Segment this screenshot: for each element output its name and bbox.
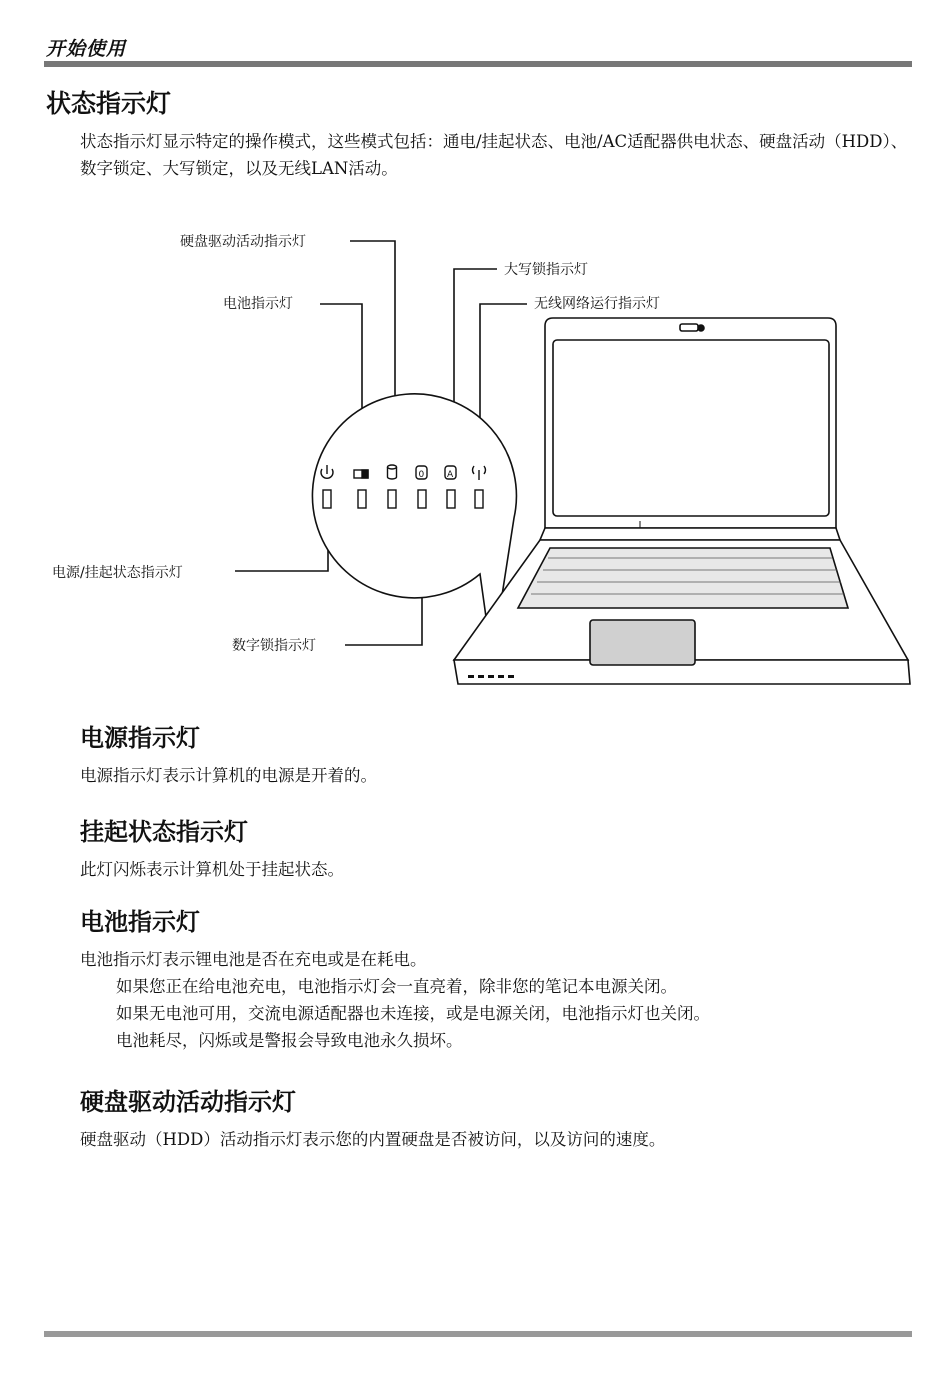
section-hdd-title: 硬盘驱动活动指示灯 — [80, 1088, 296, 1116]
laptop-illustration — [454, 318, 910, 684]
section-battery-title: 电池指示灯 — [80, 908, 200, 936]
list-item: 电池耗尽，闪烁或是警报会导致电池永久损坏。 — [116, 1031, 463, 1050]
section-battery — [80, 906, 920, 1054]
lamp-numlock — [418, 490, 426, 508]
keyboard-area — [518, 548, 848, 608]
section-suspend — [80, 816, 920, 883]
intro-paragraph: 状态指示灯显示特定的操作模式，这些模式包括：通电/挂起状态、电池/AC适配器供电状态、硬盘活动（HDD）、数字锁定、大写锁定，以及无线LAN活动。 — [80, 132, 908, 178]
lamp-wireless — [475, 490, 483, 508]
list-item: 如果您正在给电池充电，电池指示灯会一直亮着，除非您的笔记本电源关闭。 — [116, 977, 677, 996]
label-numlock: 数字锁指示灯 — [232, 638, 316, 654]
running-header-title: 开始使用 — [46, 38, 127, 60]
section-suspend-body: 此灯闪烁表示计算机处于挂起状态。 — [80, 860, 344, 879]
section-hdd-body: 硬盘驱动（HDD）活动指示灯表示您的内置硬盘是否被访问，以及访问的速度。 — [80, 1130, 666, 1149]
lamp-battery — [358, 490, 366, 508]
lamp-power — [323, 490, 331, 508]
lamp-hdd — [388, 490, 396, 508]
label-caps: 大写锁指示灯 — [504, 262, 588, 278]
label-hdd: 硬盘驱动活动指示灯 — [180, 234, 306, 250]
section-power-body: 电源指示灯表示计算机的电源是开着的。 — [80, 766, 377, 785]
header-rule — [44, 61, 912, 67]
label-battery: 电池指示灯 — [223, 296, 293, 312]
svg-text:A: A — [447, 470, 454, 480]
label-power: 电源/挂起状态指示灯 — [52, 565, 183, 581]
status-indicator-figure — [40, 218, 920, 698]
footer-rule — [44, 1331, 912, 1337]
label-wireless: 无线网络运行指示灯 — [534, 296, 660, 312]
touchpad — [590, 620, 695, 665]
laptop-hinge — [540, 528, 840, 540]
section-power — [80, 722, 920, 789]
section-battery-body: 电池指示灯表示锂电池是否在充电或是在耗电。 — [80, 950, 427, 969]
webcam — [698, 325, 704, 331]
laptop-screen — [553, 340, 829, 516]
battery-notes — [80, 973, 920, 1054]
section-suspend-title: 挂起状态指示灯 — [80, 818, 248, 846]
section-power-title: 电源指示灯 — [80, 724, 200, 752]
page-title: 状态指示灯 — [46, 89, 172, 118]
section-hdd — [80, 1086, 920, 1153]
svg-text:0: 0 — [418, 470, 425, 480]
list-item: 如果无电池可用，交流电源适配器也未连接，或是电源关闭，电池指示灯也关闭。 — [116, 1004, 710, 1023]
lamp-capslock — [447, 490, 455, 508]
